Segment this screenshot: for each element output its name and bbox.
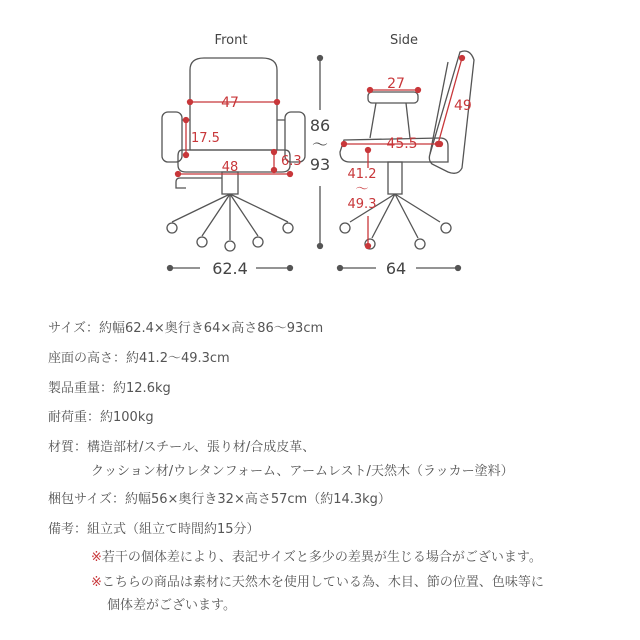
dim-overall-height-sep: 〜 (311, 135, 329, 154)
spec-material (48, 436, 315, 455)
spec-weight-value: 約12.6kg (113, 381, 171, 396)
spec-material-label: 材質： (48, 440, 88, 455)
dim-width: 62.4 (212, 259, 248, 278)
side-view-label: Side (389, 33, 419, 48)
note-2-text: こちらの商品は素材に天然木を使用している為、木目、節の位置、色味等に (101, 575, 544, 590)
spec-material-cont-value: クッション材/ウレタンフォーム、アームレスト/天然木（ラッカー塗料） (91, 464, 514, 479)
spec-remarks-value: 組立式（組立て時間約15分） (87, 522, 260, 537)
dim-overall-height-max: 93 (309, 155, 331, 174)
note-1-text: 若干の個体差により、表記サイズと多少の差異が生じる場合がございます。 (101, 550, 542, 565)
spec-load-capacity (48, 406, 154, 425)
dim-seat-height-sep: 〜 (355, 182, 369, 197)
spec-load-label: 耐荷重： (48, 410, 101, 425)
spec-seat-height (48, 347, 230, 366)
note-natural-wood-cont: 個体差がございます。 (107, 598, 236, 613)
dim-arm-height: 17.5 (191, 131, 220, 146)
spec-size-value: 約幅62.4×奥行き64×高さ86〜93cm (98, 321, 324, 336)
spec-package-label: 梱包サイズ： (48, 492, 125, 507)
spec-package-value: 約幅56×奥行き32×高さ57cm（約14.3kg） (124, 492, 391, 507)
spec-size (48, 317, 323, 336)
spec-weight-label: 製品重量： (48, 381, 114, 396)
dim-overall-height-min: 86 (309, 116, 331, 135)
spec-remarks-label: 備考： (48, 522, 88, 537)
note-natural-wood (91, 571, 544, 590)
dim-seat-height-min: 41.2 (347, 167, 377, 182)
spec-weight (48, 377, 171, 396)
spec-load-value: 約100kg (100, 410, 154, 425)
spec-material-value: 構造部材/スチール、張り材/合成皮革、 (87, 440, 316, 455)
spec-package-size (48, 488, 391, 507)
dim-seat-height-max: 49.3 (347, 197, 377, 212)
note-individual-diff (91, 546, 542, 565)
spec-seat-height-label: 座面の高さ： (48, 351, 127, 366)
dim-seat-depth-front: 48 (221, 160, 239, 175)
front-view-label: Front (214, 33, 248, 48)
dim-depth: 64 (385, 259, 407, 278)
chair-dimension-diagram (0, 0, 640, 300)
spec-material-cont (91, 460, 514, 479)
note-mark-1: ※ (91, 550, 102, 565)
spec-remarks (48, 518, 260, 537)
dim-seat-thickness: 6.3 (281, 154, 302, 169)
spec-size-label: サイズ： (48, 321, 99, 336)
dim-armrest-length: 27 (387, 76, 405, 92)
dim-back-height: 49 (454, 98, 472, 114)
dim-seat-depth: 45.5 (386, 136, 418, 152)
note-mark-2: ※ (91, 575, 102, 590)
dim-seat-width: 47 (221, 95, 239, 111)
spec-seat-height-value: 約41.2〜49.3cm (126, 351, 230, 366)
